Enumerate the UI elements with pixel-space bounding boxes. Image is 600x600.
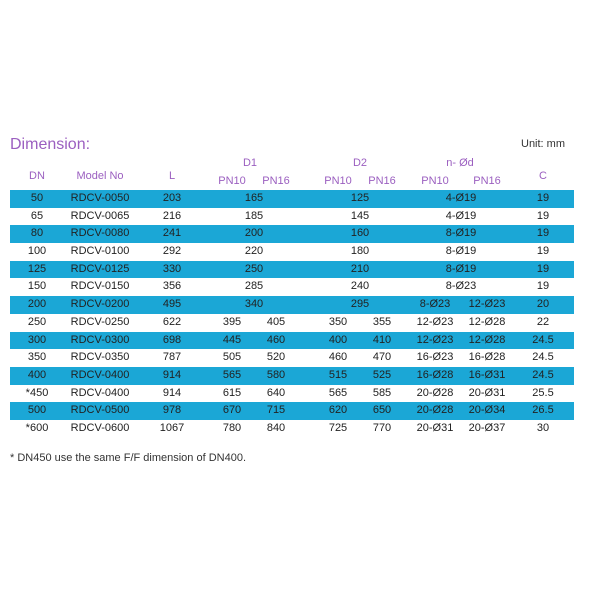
page-title: Dimension: [10, 136, 91, 153]
cell-model: RDCV-0050 [70, 192, 130, 204]
cell-d2-10: 160 [350, 227, 370, 240]
cell-c: 30 [536, 421, 550, 434]
cell-d1-10: 395 [222, 315, 242, 328]
cell-c: 19 [536, 262, 550, 275]
cell-d2-16: 355 [372, 315, 392, 328]
cell-dn: 400 [27, 368, 47, 381]
header-dn: DN [29, 170, 45, 182]
cell-d1-10: 285 [244, 280, 264, 293]
header-l: L [168, 170, 176, 182]
cell-c: 19 [536, 280, 550, 293]
cell-c: 24.5 [532, 351, 554, 364]
cell-c: 25.5 [532, 386, 554, 399]
cell-l: 330 [162, 262, 182, 275]
cell-d2-16: 410 [372, 333, 392, 346]
cell-d2-10: 400 [328, 333, 348, 346]
header-d2: D2 [352, 157, 368, 169]
cell-nd-10: 12-Ø23 [416, 333, 454, 346]
table-row [10, 296, 574, 314]
cell-model: RDCV-0100 [70, 245, 130, 258]
cell-c: 24.5 [532, 368, 554, 381]
cell-l: 622 [162, 315, 182, 328]
cell-nd-16: 20-Ø31 [468, 386, 506, 399]
cell-dn: 80 [30, 227, 44, 240]
header-d2-pn10: PN10 [324, 175, 352, 187]
cell-d2-10: 145 [350, 209, 370, 222]
cell-model: RDCV-0400 [70, 368, 130, 381]
cell-l: 241 [162, 227, 182, 240]
cell-nd-10: 20-Ø28 [416, 386, 454, 399]
cell-d2-10: 240 [350, 280, 370, 293]
cell-d2-16: 525 [372, 368, 392, 381]
cell-nd-10: 4-Ø19 [445, 192, 477, 204]
cell-d1-16: 715 [266, 404, 286, 417]
header-d1: D1 [242, 157, 258, 169]
cell-model: RDCV-0125 [70, 262, 130, 275]
cell-model: RDCV-0250 [70, 315, 130, 328]
cell-c: 19 [536, 227, 550, 240]
cell-d1-16: 460 [266, 333, 286, 346]
footnote: * DN450 use the same F/F dimension of DN400. [10, 452, 247, 464]
cell-dn: 65 [30, 209, 44, 222]
cell-nd-10: 8-Ø23 [419, 298, 451, 311]
header-d1-pn10: PN10 [218, 175, 246, 187]
cell-dn: 150 [27, 280, 47, 293]
cell-d1-10: 670 [222, 404, 242, 417]
cell-d2-10: 125 [350, 192, 370, 204]
cell-nd-10: 20-Ø28 [416, 404, 454, 417]
cell-d2-16: 585 [372, 386, 392, 399]
cell-d1-10: 165 [244, 192, 264, 204]
cell-dn: 200 [27, 298, 47, 311]
cell-d1-16: 520 [266, 351, 286, 364]
cell-l: 495 [162, 298, 182, 311]
cell-dn: 50 [30, 192, 44, 204]
cell-d2-10: 725 [328, 421, 348, 434]
cell-model: RDCV-0350 [70, 351, 130, 364]
cell-d2-16: 650 [372, 404, 392, 417]
cell-nd-10: 4-Ø19 [445, 209, 477, 222]
cell-d1-10: 445 [222, 333, 242, 346]
table-row [10, 385, 574, 403]
cell-c: 19 [536, 192, 550, 204]
header-d1-pn16: PN16 [262, 175, 290, 187]
cell-d1-16: 580 [266, 368, 286, 381]
header-c: C [539, 170, 547, 182]
cell-d1-10: 200 [244, 227, 264, 240]
table-row [10, 190, 574, 208]
table-row [10, 278, 574, 296]
cell-d2-10: 565 [328, 386, 348, 399]
cell-nd-10: 20-Ø31 [416, 421, 454, 434]
cell-d1-10: 615 [222, 386, 242, 399]
cell-d2-10: 295 [350, 298, 370, 311]
table-row [10, 314, 574, 332]
cell-c: 24.5 [532, 333, 554, 346]
cell-l: 1067 [159, 421, 185, 434]
cell-dn: 250 [27, 315, 47, 328]
table-row [10, 332, 574, 350]
cell-nd-16: 12-Ø23 [468, 298, 506, 311]
cell-dn: *450 [25, 386, 49, 399]
cell-d1-16: 840 [266, 421, 286, 434]
header-nd-pn10: PN10 [421, 175, 449, 187]
table-row [10, 225, 574, 243]
cell-d1-10: 780 [222, 421, 242, 434]
cell-d2-10: 210 [350, 262, 370, 275]
cell-d2-16: 470 [372, 351, 392, 364]
dimension-table [10, 190, 574, 438]
cell-model: RDCV-0080 [70, 227, 130, 240]
cell-c: 19 [536, 245, 550, 258]
cell-c: 22 [536, 315, 550, 328]
cell-model: RDCV-0200 [70, 298, 130, 311]
header-nd-pn16: PN16 [473, 175, 501, 187]
cell-d1-10: 565 [222, 368, 242, 381]
cell-nd-10: 16-Ø28 [416, 368, 454, 381]
table-row [10, 402, 574, 420]
cell-d1-16: 405 [266, 315, 286, 328]
cell-d1-16: 640 [266, 386, 286, 399]
cell-nd-16: 12-Ø28 [468, 315, 506, 328]
cell-l: 216 [162, 209, 182, 222]
cell-d2-10: 460 [328, 351, 348, 364]
cell-dn: 100 [27, 245, 47, 258]
cell-l: 978 [162, 404, 182, 417]
unit-label: Unit: mm [521, 138, 565, 150]
cell-l: 292 [162, 245, 182, 258]
cell-nd-10: 8-Ø23 [445, 280, 477, 293]
header-model-no: Model No [76, 170, 124, 182]
cell-model: RDCV-0300 [70, 333, 130, 346]
header-d2-pn16: PN16 [368, 175, 396, 187]
cell-model: RDCV-0150 [70, 280, 130, 293]
cell-nd-10: 16-Ø23 [416, 351, 454, 364]
cell-l: 914 [162, 386, 182, 399]
cell-nd-10: 8-Ø19 [445, 262, 477, 275]
cell-d2-10: 620 [328, 404, 348, 417]
cell-d1-10: 340 [244, 298, 264, 311]
table-row [10, 208, 574, 226]
cell-l: 356 [162, 280, 182, 293]
cell-model: RDCV-0600 [70, 421, 130, 434]
table-row [10, 243, 574, 261]
cell-l: 203 [162, 192, 182, 204]
cell-nd-16: 12-Ø28 [468, 333, 506, 346]
cell-d2-10: 180 [350, 245, 370, 258]
cell-d2-16: 770 [372, 421, 392, 434]
cell-model: RDCV-0065 [70, 209, 130, 222]
cell-dn: 125 [27, 262, 47, 275]
header-n-od: n- Ød [446, 157, 474, 169]
table-row [10, 261, 574, 279]
cell-nd-10: 8-Ø19 [445, 227, 477, 240]
cell-model: RDCV-0500 [70, 404, 130, 417]
table-row [10, 349, 574, 367]
cell-nd-16: 16-Ø31 [468, 368, 506, 381]
cell-nd-16: 16-Ø28 [468, 351, 506, 364]
table-row [10, 420, 574, 438]
cell-d1-10: 185 [244, 209, 264, 222]
cell-nd-16: 20-Ø34 [468, 404, 506, 417]
cell-dn: 350 [27, 351, 47, 364]
cell-d1-10: 505 [222, 351, 242, 364]
cell-l: 698 [162, 333, 182, 346]
cell-nd-10: 12-Ø23 [416, 315, 454, 328]
cell-c: 19 [536, 209, 550, 222]
cell-dn: *600 [25, 421, 49, 434]
cell-l: 914 [162, 368, 182, 381]
cell-d1-10: 250 [244, 262, 264, 275]
cell-c: 20 [536, 298, 550, 311]
cell-d2-10: 350 [328, 315, 348, 328]
cell-d1-10: 220 [244, 245, 264, 258]
table-row [10, 367, 574, 385]
cell-c: 26.5 [532, 404, 554, 417]
cell-dn: 500 [27, 404, 47, 417]
cell-nd-16: 20-Ø37 [468, 421, 506, 434]
cell-model: RDCV-0400 [70, 386, 130, 399]
cell-nd-10: 8-Ø19 [445, 245, 477, 258]
cell-l: 787 [162, 351, 182, 364]
cell-d2-10: 515 [328, 368, 348, 381]
cell-dn: 300 [27, 333, 47, 346]
